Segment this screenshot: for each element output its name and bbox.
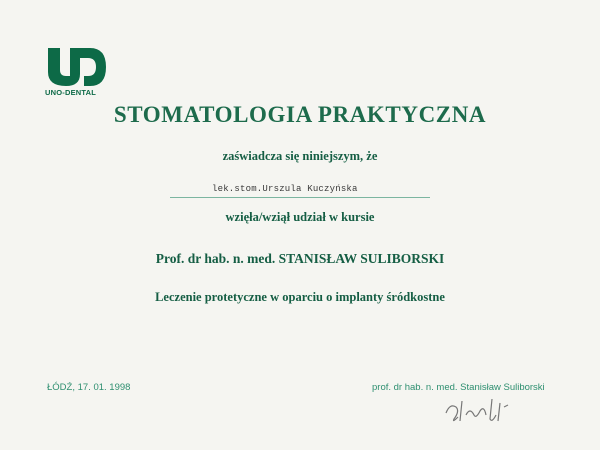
course-name: Leczenie protetyczne w oparciu o implanty śródkostne — [155, 290, 445, 304]
signatory-name: prof. dr hab. n. med. Stanisław Suliborski — [372, 382, 545, 393]
certificate-title: STOMATOLOGIA PRAKTYCZNA — [113, 102, 487, 127]
recipient-underline — [170, 197, 430, 198]
lecturer-name: Prof. dr hab. n. med. STANISŁAW SULIBORSKI — [155, 251, 445, 266]
participation-line: wzięła/wziął udział w kursie — [225, 210, 375, 224]
brand-name: UNO-DENTAL — [45, 88, 97, 97]
place-date: ŁÓDŹ, 17. 01. 1998 — [47, 382, 131, 393]
attest-line: zaświadcza się niniejszym, że — [222, 149, 378, 163]
uno-dental-logo — [44, 44, 108, 88]
handwritten-signature — [440, 393, 520, 427]
recipient-name: lek.stom.Urszula Kuczyńska — [212, 184, 358, 194]
